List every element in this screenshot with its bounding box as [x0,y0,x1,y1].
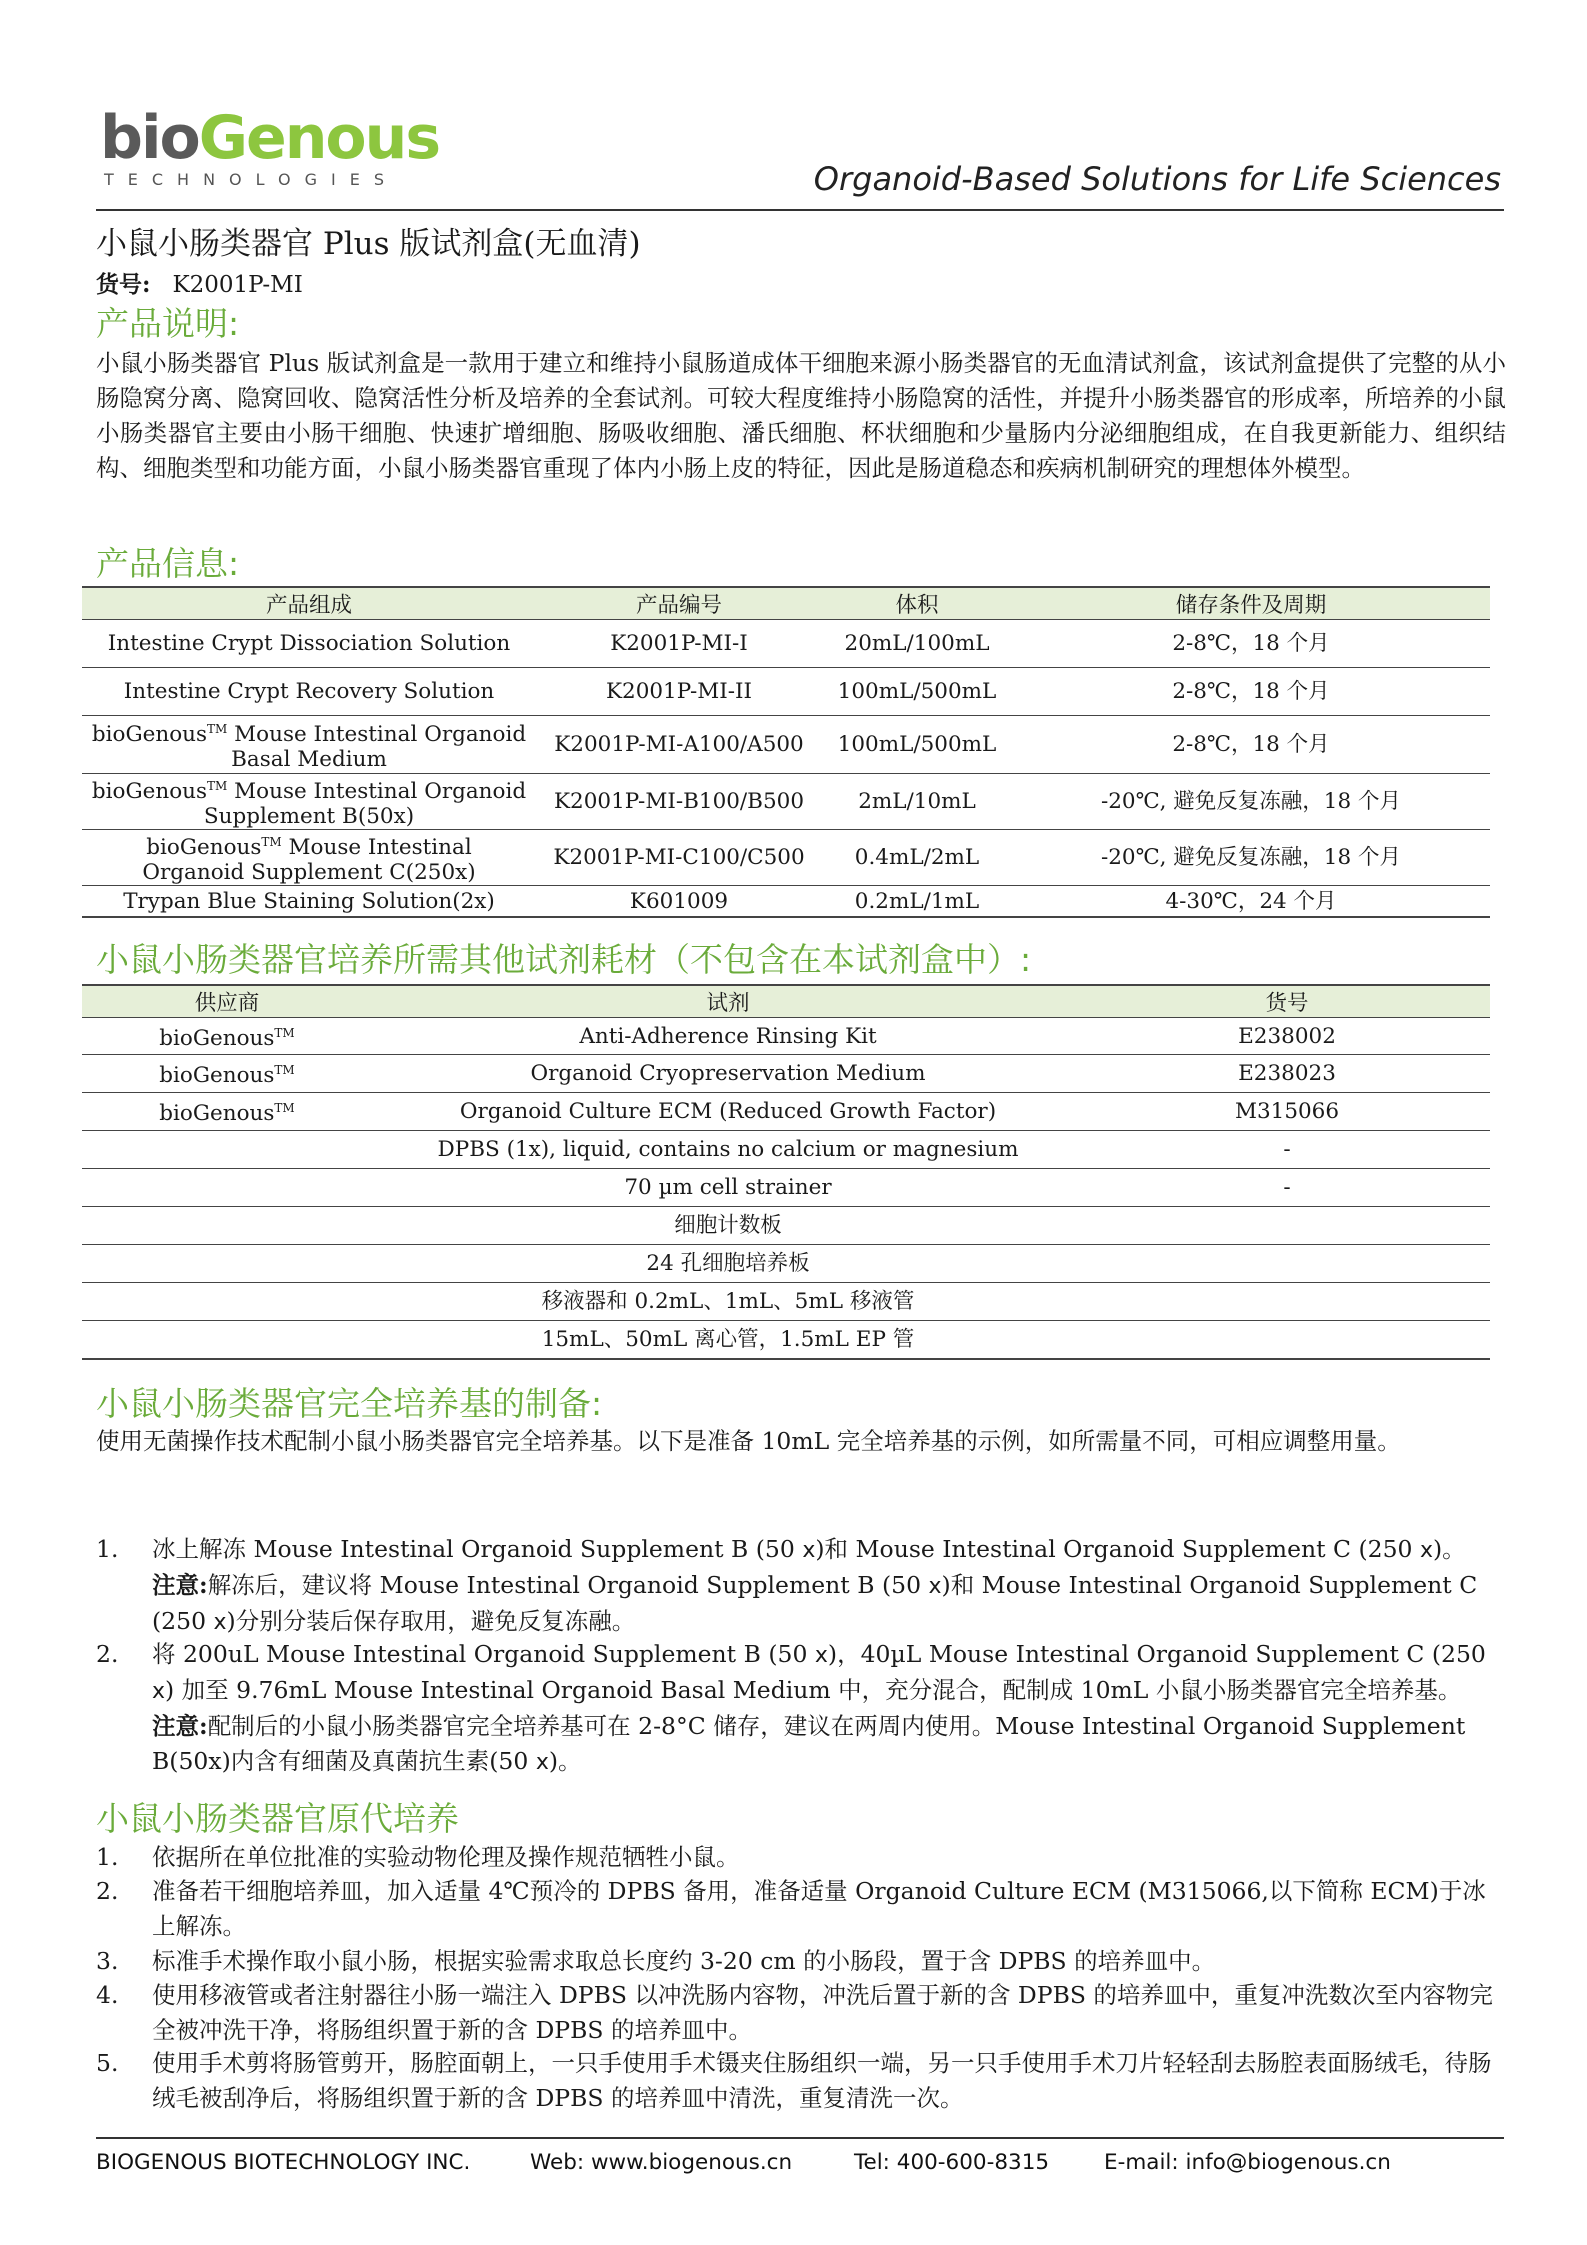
reagent-code [1084,1245,1490,1283]
column-header: 产品编号 [536,587,822,620]
table-row [82,1093,1490,1131]
footer-divider [96,2137,1504,2139]
reagent: DPBS (1x), liquid, contains no calcium or magnesium [372,1131,1084,1169]
brand-text: bioGenous [91,722,208,748]
list-text [152,1532,1506,1640]
column-header: 产品组成 [82,587,536,620]
text-segment: 冰上解冻 Mouse Intestinal Organoid Supplement B (50 [152,1535,803,1563]
product-code: K2001P-MI-C100/C500 [536,830,822,886]
product-volume: 2mL/10mL [822,774,1012,830]
reagent: 15mL、50mL 离心管，1.5mL EP 管 [372,1321,1084,1359]
table-row [82,1283,1490,1321]
page-title: 小鼠小肠类器官 Plus 版试剂盒(无血清) [96,226,641,262]
section-heading-description: 产品说明: [96,304,240,343]
supplier [82,1321,372,1359]
supplier [82,1245,372,1283]
supplier-name: bioGenous [159,1063,275,1089]
note-label: 注意: [152,1712,208,1740]
list-item [96,1944,1506,1979]
reagent: 移液器和 0.2mL、1mL、5mL 移液管 [372,1283,1084,1321]
column-header: 试剂 [372,985,1084,1018]
reagent: 24 孔细胞培养板 [372,1245,1084,1283]
product-code: K601009 [536,886,822,917]
supplier [82,1169,372,1207]
table-row [82,1245,1490,1283]
table-row [82,1055,1490,1093]
note-text: )分别分装后保存取用，避免反复冻融。 [226,1607,636,1635]
brand-logo [100,103,440,173]
product-storage: -20℃, 避免反复冻融，18 个月 [1012,774,1490,830]
supplier [82,1018,372,1055]
table-row [82,1321,1490,1359]
table-row [82,716,1490,774]
reagent-code: E238002 [1084,1018,1490,1055]
reagent: Organoid Cryopreservation Medium [372,1055,1084,1093]
list-number: 4. [96,1981,119,2009]
product-storage: -20℃, 避免反复冻融，18 个月 [1012,830,1490,886]
list-text: 依据所在单位批准的实验动物伦理及操作规范牺牲小鼠。 [152,1843,740,1871]
list-text: 使用移液管或者注射器往小肠一端注入 DPBS 以冲洗肠内容物，冲洗后置于新的含 DPBS 的培养皿中，重复冲洗数次至内容物完全被冲洗干净，将肠组织置于新的含 DPBS 的培养皿中。 [152,1981,1493,2044]
list-text [152,1637,1506,1780]
product-name [82,716,536,774]
reagent-code [1084,1207,1490,1245]
column-header: 体积 [822,587,1012,620]
logo-genous: Genous [198,103,440,173]
product-info-table [82,586,1490,918]
table-row [82,774,1490,830]
text-segment: )和 Mouse Intestinal Organoid Supplement C (250 [815,1535,1420,1563]
text-segment: ) 加至 9.76mL Mouse Intestinal Organoid Basal Medium 中，充分混合，配制成 10mL 小鼠小肠类器官完全培养基。 [165,1676,1462,1704]
note-text: x [213,1610,227,1635]
text-segment: x [802,1538,816,1563]
supplier [82,1207,372,1245]
list-item [96,1532,1506,1640]
table-row [82,830,1490,886]
note-text: 解冻后，建议将 Mouse Intestinal Organoid Supplement B (50 [207,1571,929,1599]
section-heading-medium-prep: 小鼠小肠类器官完全培养基的制备: [96,1384,603,1423]
medium-intro: 使用无菌操作技术配制小鼠小肠类器官完全培养基。以下是准备 10mL 完全培养基的示例，如所需量不同，可相应调整用量。 [96,1427,1401,1455]
reagent-code: E238023 [1084,1055,1490,1093]
supplier-name: bioGenous [159,1101,275,1127]
list-number: 2. [96,1640,119,1668]
text-segment: )，40µL Mouse Intestinal Organoid Supplement C (250 [827,1640,1486,1668]
name-text: Mouse Intestinal Organoid [227,722,527,748]
note-label: 注意: [152,1571,208,1599]
trademark: TM [207,779,228,793]
text-segment: x [152,1679,166,1704]
product-volume: 20mL/100mL [822,620,1012,668]
list-item [96,1978,1506,2048]
product-volume: 100mL/500mL [822,668,1012,716]
brand-text: bioGenous [91,779,208,805]
supplier [82,1093,372,1131]
trademark: TM [274,1063,295,1078]
reagent: 细胞计数板 [372,1207,1084,1245]
reagent: Anti-Adherence Rinsing Kit [372,1018,1084,1055]
table-row [82,1207,1490,1245]
product-volume: 0.4mL/2mL [822,830,1012,886]
trademark: TM [261,835,282,850]
product-storage: 2-8℃，18 个月 [1012,716,1490,774]
product-volume: 0.2mL/1mL [822,886,1012,917]
name-text: Mouse Intestinal Organoid [227,779,527,805]
reagent-code [1084,1283,1490,1321]
footer-company: BIOGENOUS BIOTECHNOLOGY INC. [96,2150,471,2175]
list-number: 2. [96,1877,119,1905]
table-row [82,1169,1490,1207]
list-text: 准备若干细胞培养皿，加入适量 4℃预冷的 DPBS 备用，准备适量 Organoid Culture ECM (M315066,以下简称 ECM)于冰上解冻。 [152,1877,1486,1940]
name-text: Organoid Supplement C(250x) [142,860,476,886]
supplier [82,1283,372,1321]
product-name [82,774,536,830]
table-row [82,1018,1490,1055]
list-text: 标准手术操作取小鼠小肠，根据实验需求取总长度约 3-20 cm 的小肠段，置于含 DPBS 的培养皿中。 [152,1947,1216,1975]
table-row [82,1131,1490,1169]
section-heading-other-reagents: 小鼠小肠类器官培养所需其他试剂耗材（不包含在本试剂盒中）: [96,940,1032,979]
trademark: TM [207,721,228,736]
note-text: 配制后的小鼠小肠类器官完全培养基可在 2-8°C 储存，建议在两周内使用。Mouse Intestinal Organoid Supplement B(50x)内含有细菌及真菌抗生素(50 [152,1712,1466,1775]
product-name: Intestine Crypt Dissociation Solution [82,620,536,668]
other-reagents-table [82,984,1490,1360]
note-text: x [535,1750,549,1775]
text-segment: )。 [1433,1535,1466,1563]
column-header: 供应商 [82,985,372,1018]
note-text: x [928,1574,942,1599]
trademark: TM [274,1101,295,1116]
supplier [82,1131,372,1169]
name-text: Basal Medium [231,747,387,773]
logo-bio: bio [100,103,199,173]
product-storage: 2-8℃，18 个月 [1012,620,1490,668]
table-row [82,886,1490,917]
note-text: )和 Mouse Intestinal Organoid Supplement C (250 [152,1571,1478,1635]
description-paragraph: 小鼠小肠类器官 Plus 版试剂盒是一款用于建立和维持小鼠肠道成体干细胞来源小肠类器官的无血清试剂盒，该试剂盒提供了完整的从小肠隐窝分离、隐窝回收、隐窝活性分析及培养的全套试剂。可较大程度维持小肠隐窝的活性，并提升小肠类器官的形成率，所培养的小鼠小肠类器官主要由小肠干细胞、快速扩增细胞、肠吸收细胞、潘氏细胞、杯状细胞和少量肠内分泌细胞组成，在自我更新能力、组织结构、细胞类型和功能方面，小鼠小肠类器官重现了体内小肠上皮的特征，因此是肠道稳态和疾病机制研究的理想体外模型。 [96,349,1506,482]
table-header-row [82,985,1490,1018]
product-name: Intestine Crypt Recovery Solution [82,668,536,716]
reagent-code [1084,1321,1490,1359]
reagent-code: - [1084,1169,1490,1207]
table-row [82,620,1490,668]
supplier-name: bioGenous [159,1026,275,1052]
product-name [82,830,536,886]
section-heading-primary-culture: 小鼠小肠类器官原代培养 [96,1799,459,1838]
text-segment: x [1419,1538,1434,1563]
product-code: K2001P-MI-B100/B500 [536,774,822,830]
list-number: 3. [96,1947,119,1975]
table-row [82,668,1490,716]
name-text: Supplement B(50x) [203,804,415,830]
reagent-code: M315066 [1084,1093,1490,1131]
table-header-row [82,587,1490,620]
text-segment: 将 200uL Mouse Intestinal Organoid Supplement B (50 [152,1640,815,1668]
text-segment: x [814,1643,828,1668]
list-item [96,1874,1506,1944]
list-item [96,1637,1506,1780]
logo-subtitle: TECHNOLOGIES [104,170,398,189]
product-code: K2001P-MI-A100/A500 [536,716,822,774]
reagent: Organoid Culture ECM (Reduced Growth Factor) [372,1093,1084,1131]
supplier [82,1055,372,1093]
catalog-label: 货号: [96,271,151,298]
list-item [96,1840,1506,1875]
product-storage: 4-30℃，24 个月 [1012,886,1490,917]
section-heading-product-info: 产品信息: [96,544,240,583]
product-storage: 2-8℃，18 个月 [1012,668,1490,716]
brand-text: bioGenous [146,835,262,861]
catalog-value: K2001P-MI [172,272,303,298]
column-header: 储存条件及周期 [1012,587,1490,620]
list-item [96,2046,1506,2116]
product-name: Trypan Blue Staining Solution(2x) [82,886,536,917]
trademark: TM [274,1025,295,1040]
product-code: K2001P-MI-II [536,668,822,716]
footer-email: E-mail: info@biogenous.cn [1104,2150,1391,2175]
catalog-number [96,266,303,299]
note-text: )。 [548,1747,582,1775]
product-volume: 100mL/500mL [822,716,1012,774]
column-header: 货号 [1084,985,1490,1018]
header-divider [96,209,1504,211]
tagline: Organoid-Based Solutions for Life Sciences [813,160,1501,198]
list-number: 1. [96,1535,119,1563]
footer-tel: Tel: 400-600-8315 [854,2150,1050,2175]
reagent: 70 µm cell strainer [372,1169,1084,1207]
name-text: Mouse Intestinal [281,835,472,861]
reagent-code: - [1084,1131,1490,1169]
list-text: 使用手术剪将肠管剪开，肠腔面朝上，一只手使用手术镊夹住肠组织一端，另一只手使用手术刀片轻轻刮去肠腔表面肠绒毛，待肠绒毛被刮净后，将肠组织置于新的含 DPBS 的培养皿中清洗，重复清洗一次。 [152,2049,1492,2112]
list-number: 1. [96,1843,119,1871]
footer-web: Web: www.biogenous.cn [530,2150,793,2175]
list-number: 5. [96,2049,119,2077]
product-code: K2001P-MI-I [536,620,822,668]
